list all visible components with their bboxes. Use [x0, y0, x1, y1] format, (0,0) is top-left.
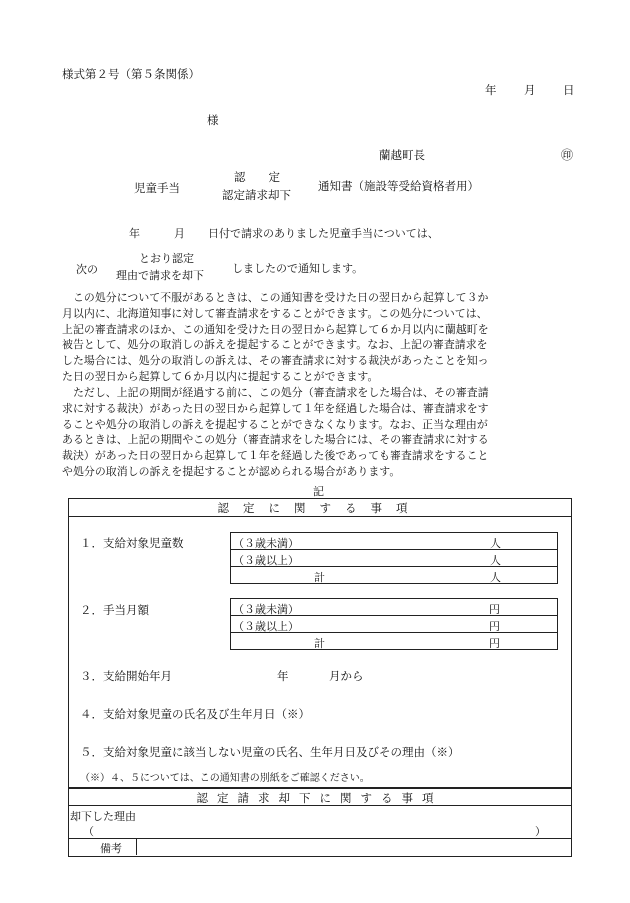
unit-person: 人 — [490, 571, 501, 584]
start-month-unit: 月から — [329, 669, 364, 683]
opening-text: 日付で請求のありました児童手当については、 — [208, 227, 439, 240]
paragraph-line: この処分について不服があるときは、この通知書を受けた日の翌日から起算して３か — [62, 291, 489, 304]
start-year-unit: 年 — [277, 669, 289, 683]
opening-year: 年 — [129, 227, 140, 240]
divider — [68, 516, 571, 517]
over-three-label: （３歳以上） — [233, 554, 299, 567]
appeal-paragraph-2 — [62, 385, 579, 480]
title-option-reject: 認定請求却下 — [222, 188, 291, 202]
certification-header: 認定に関する事項 — [217, 501, 422, 515]
unit-person: 人 — [490, 554, 501, 567]
date-month: 月 — [524, 83, 536, 97]
under-three-label: （３歳未満） — [233, 537, 299, 550]
total-label: 計 — [314, 637, 325, 650]
unit-person: 人 — [490, 537, 501, 550]
start-month-label: ３．支給開始年月 — [80, 669, 172, 683]
paragraph-line: あるときは、上記の期間やこの処分（審査請求をした場合には、その審査請求に対する — [62, 433, 489, 447]
under-three-label: （３歳未満） — [233, 603, 299, 616]
issuer: 蘭越町長 — [379, 148, 425, 162]
addressee-suffix: 様 — [207, 113, 219, 127]
paragraph-line: 求に対する裁決）があった日の翌日から起算して１年を経過した場合は、審査請求をす — [62, 401, 489, 415]
choice-suffix: しましたので通知します。 — [232, 262, 364, 275]
monthly-amount-label: ２．手当月額 — [80, 603, 149, 617]
attachment-note: （※）４、５については、この通知書の別紙をご確認ください。 — [80, 773, 370, 784]
title-right: 通知書（施設等受給資格者用） — [318, 179, 479, 193]
unit-yen: 円 — [489, 603, 500, 616]
paragraph-line: 月以内に、北海道知事に対して審査請求をすることができます。この処分については、 — [62, 306, 488, 320]
paragraph-line: した場合には、処分の取消しの訴えは、その審査請求に対する裁決があったことを知っ — [62, 354, 489, 368]
children-names-label: ４．支給対象児童の氏名及び生年月日（※） — [80, 707, 310, 721]
over-three-label: （３歳以上） — [233, 620, 299, 633]
paragraph-line: 被告として、処分の取消しの訴えを提起することができます。なお、上記の審査請求を — [62, 338, 488, 352]
paragraph-line: 裁決）があった日の翌日から起算して１年を経過した後であっても審査請求をすること — [62, 449, 489, 463]
rejection-header: 認定請求却下に関する事項 — [196, 791, 443, 805]
date-day: 日 — [563, 83, 575, 97]
paragraph-line: や処分の取消しの訴えを提起することが認められる場合があります。 — [62, 464, 401, 478]
date-year: 年 — [485, 83, 497, 97]
title-option-certify: 認 定 — [234, 170, 280, 184]
children-count-label: １．支給対象児童数 — [80, 536, 184, 550]
choice-certify: とおり認定 — [139, 252, 194, 265]
choice-prefix: 次の — [76, 263, 98, 276]
unit-yen: 円 — [489, 620, 500, 633]
paren-close: ） — [535, 825, 546, 838]
choice-reject: 理由で請求を却下 — [116, 269, 204, 282]
opening-month: 月 — [174, 227, 185, 240]
form-number: 様式第２号（第５条関係） — [62, 67, 200, 81]
paren-open: （ — [83, 825, 94, 838]
seal-mark: ㊞ — [561, 148, 574, 162]
paragraph-line: た日の翌日から起算して６か月以内に提起することができます。 — [62, 369, 379, 383]
rejection-reason-label: 却下した理由 — [70, 810, 136, 823]
total-label: 計 — [314, 571, 325, 584]
divider — [68, 838, 571, 839]
paragraph-line: ることや処分の取消しの訴えを提起することができなくなります。なお、正当な理由が — [62, 417, 488, 431]
non-eligible-label: ５．支給対象児童に該当しない児童の氏名、生年月日及びその理由（※） — [80, 745, 460, 759]
appeal-paragraph-1 — [62, 290, 579, 385]
unit-yen: 円 — [489, 637, 500, 650]
divider — [136, 838, 137, 855]
divider — [68, 805, 571, 806]
paragraph-line: ただし、上記の期間が経過する前に、この処分（審査請求をした場合は、その審査請 — [62, 386, 489, 399]
title-left: 児童手当 — [134, 181, 180, 195]
ki-mark: 記 — [313, 485, 324, 498]
remarks-label: 備考 — [100, 842, 122, 855]
paragraph-line: 上記の審査請求のほか、この通知を受けた日の翌日から起算して６か月以内に蘭越町を — [62, 322, 489, 336]
